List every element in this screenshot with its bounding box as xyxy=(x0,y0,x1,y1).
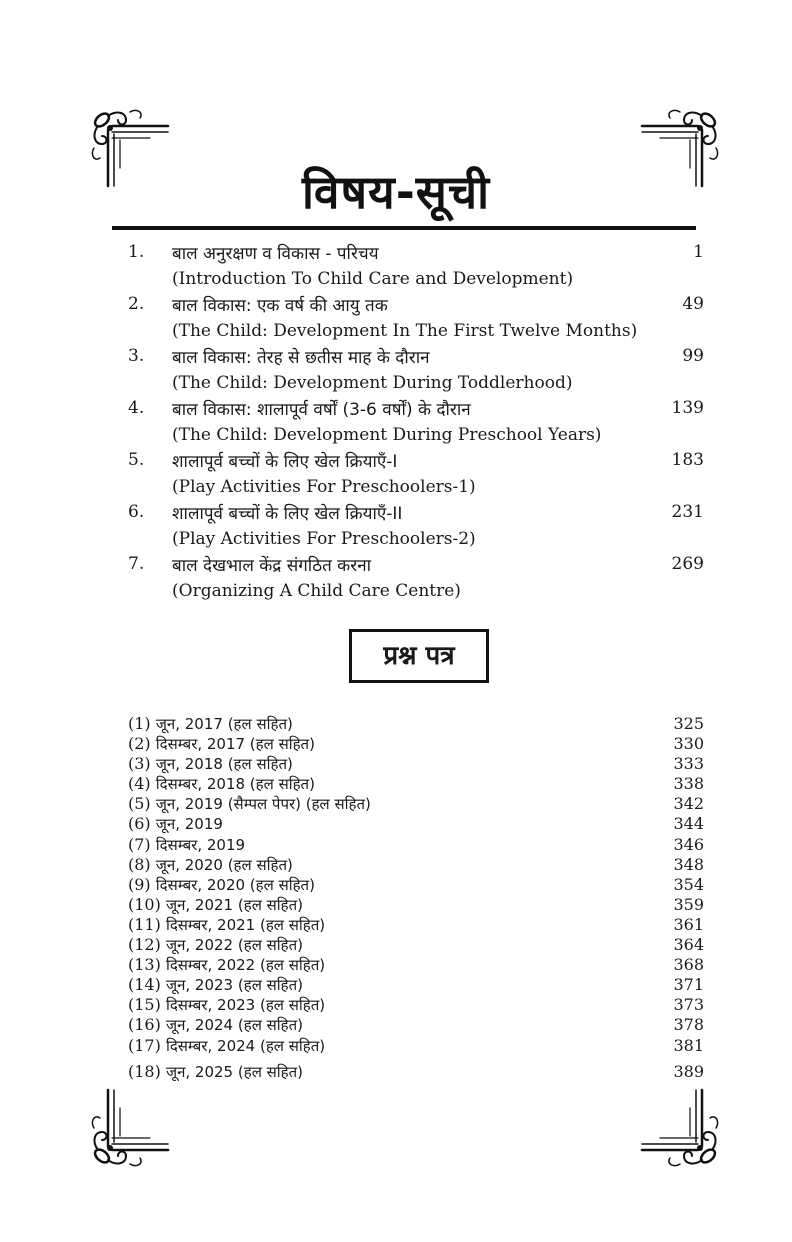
paper-label: जून, 2025 (हल सहित) xyxy=(165,1062,304,1081)
paper-label: दिसम्बर, 2023 (हल सहित) xyxy=(165,996,326,1015)
chapter-number: 7. xyxy=(128,554,145,574)
page-title: विषय-सूची xyxy=(301,165,491,219)
corner-ornament-bottom-left-icon xyxy=(90,1088,170,1168)
chapter-entry[interactable] xyxy=(128,446,704,498)
paper-page-number: 378 xyxy=(673,1015,704,1035)
paper-number: (4) xyxy=(128,774,151,794)
chapter-entry[interactable] xyxy=(128,550,704,602)
paper-number: (16) xyxy=(128,1015,161,1035)
question-papers-heading: प्रश्न पत्र xyxy=(349,629,489,683)
chapter-number: 4. xyxy=(128,398,145,418)
paper-label: दिसम्बर, 2020 (हल सहित) xyxy=(155,875,315,894)
paper-page-number: 344 xyxy=(673,814,704,834)
paper-page-number: 381 xyxy=(673,1035,704,1055)
chapter-number: 1. xyxy=(128,242,145,262)
chapter-entry[interactable] xyxy=(128,498,704,550)
chapter-title-hindi: बाल विकास: शालापूर्व वर्षों (3-6 वर्षों) के दौरान xyxy=(172,400,471,420)
paper-number: (12) xyxy=(128,935,161,955)
paper-label: जून, 2019 xyxy=(155,815,223,834)
chapter-title-english: (Play Activities For Preschoolers-2) xyxy=(172,529,476,549)
paper-number: (17) xyxy=(128,1035,161,1055)
paper-entry[interactable] xyxy=(128,975,704,995)
paper-number: (10) xyxy=(128,894,161,914)
paper-label: जून, 2017 (हल सहित) xyxy=(155,715,293,733)
paper-label: जून, 2018 (हल सहित) xyxy=(155,755,293,774)
paper-entry[interactable] xyxy=(128,754,704,774)
chapter-title-hindi: बाल देखभाल केंद्र संगठित करना xyxy=(172,556,372,576)
paper-entry[interactable] xyxy=(128,774,704,794)
paper-number: (5) xyxy=(128,794,151,814)
paper-label: जून, 2020 (हल सहित) xyxy=(155,855,293,874)
paper-page-number: 325 xyxy=(673,714,704,733)
paper-entry[interactable] xyxy=(128,1062,704,1082)
chapter-page-number: 183 xyxy=(671,450,704,470)
paper-entry[interactable] xyxy=(128,915,704,935)
chapter-page-number: 231 xyxy=(671,502,704,522)
chapter-title-hindi: शालापूर्व बच्चों के लिए खेल क्रियाएँ-II xyxy=(172,504,403,524)
paper-page-number: 359 xyxy=(673,894,704,914)
chapter-title-english: (The Child: Development In The First Twelve Months) xyxy=(172,321,638,341)
chapter-entry[interactable] xyxy=(128,238,704,290)
paper-label: जून, 2019 (सैम्पल पेपर) (हल सहित) xyxy=(155,795,371,814)
paper-number: (6) xyxy=(128,814,151,834)
chapter-title-english: (The Child: Development During Preschool Years) xyxy=(172,425,602,445)
paper-number: (3) xyxy=(128,754,151,774)
paper-entry[interactable] xyxy=(128,1036,704,1056)
chapter-title-english: (Introduction To Child Care and Development) xyxy=(172,269,574,289)
chapter-title-english: (The Child: Development During Toddlerhood) xyxy=(172,373,573,393)
chapter-title-hindi: बाल विकास: एक वर्ष की आयु तक xyxy=(172,296,388,316)
chapter-page-number: 49 xyxy=(682,294,704,314)
chapter-title-english: (Play Activities For Preschoolers-1) xyxy=(172,477,476,497)
paper-number: (11) xyxy=(128,914,161,934)
paper-page-number: 330 xyxy=(673,734,704,754)
chapter-page-number: 1 xyxy=(693,242,704,262)
paper-number: (1) xyxy=(128,714,151,733)
paper-label: दिसम्बर, 2024 (हल सहित) xyxy=(165,1036,326,1055)
chapter-title-hindi: बाल अनुरक्षण व विकास - परिचय xyxy=(172,244,379,264)
paper-number: (14) xyxy=(128,975,161,995)
chapter-entry[interactable] xyxy=(128,394,704,446)
paper-number: (9) xyxy=(128,874,151,894)
paper-label: दिसम्बर, 2018 (हल सहित) xyxy=(155,775,315,794)
paper-page-number: 348 xyxy=(673,854,704,874)
chapter-title-english: (Organizing A Child Care Centre) xyxy=(172,581,461,601)
paper-number: (18) xyxy=(128,1061,161,1081)
question-paper-list xyxy=(128,714,704,1082)
paper-number: (13) xyxy=(128,955,161,975)
paper-label: दिसम्बर, 2019 xyxy=(155,835,246,854)
paper-number: (15) xyxy=(128,995,161,1015)
paper-entry[interactable] xyxy=(128,714,704,734)
paper-page-number: 389 xyxy=(673,1061,704,1081)
paper-page-number: 368 xyxy=(673,955,704,975)
paper-page-number: 371 xyxy=(673,975,704,995)
chapter-entry[interactable] xyxy=(128,342,704,394)
paper-number: (8) xyxy=(128,854,151,874)
chapter-page-number: 99 xyxy=(682,346,704,366)
chapter-page-number: 139 xyxy=(671,398,704,418)
title-underline xyxy=(112,226,696,230)
paper-entry[interactable] xyxy=(128,855,704,875)
paper-label: दिसम्बर, 2021 (हल सहित) xyxy=(165,915,326,934)
chapter-number: 2. xyxy=(128,294,145,314)
chapter-number: 6. xyxy=(128,502,145,522)
paper-entry[interactable] xyxy=(128,995,704,1015)
paper-page-number: 354 xyxy=(673,874,704,894)
chapter-page-number: 269 xyxy=(671,554,704,574)
corner-ornament-bottom-right-icon xyxy=(640,1088,720,1168)
paper-label: जून, 2022 (हल सहित) xyxy=(165,936,304,955)
paper-entry[interactable] xyxy=(128,875,704,895)
chapter-number: 5. xyxy=(128,450,145,470)
paper-page-number: 338 xyxy=(673,774,704,794)
chapter-entry[interactable] xyxy=(128,290,704,342)
paper-page-number: 333 xyxy=(673,754,704,774)
paper-entry[interactable] xyxy=(128,895,704,915)
paper-page-number: 342 xyxy=(673,794,704,814)
paper-entry[interactable] xyxy=(128,835,704,855)
paper-label: जून, 2023 (हल सहित) xyxy=(165,976,304,995)
paper-label: जून, 2021 (हल सहित) xyxy=(165,895,304,914)
chapter-list xyxy=(128,238,704,602)
paper-entry[interactable] xyxy=(128,814,704,834)
paper-entry[interactable] xyxy=(128,794,704,814)
paper-entry[interactable] xyxy=(128,1015,704,1035)
paper-page-number: 346 xyxy=(673,834,704,854)
chapter-title-hindi: बाल विकास: तेरह से छतीस माह के दौरान xyxy=(172,348,430,368)
paper-entry[interactable] xyxy=(128,935,704,955)
paper-entry[interactable] xyxy=(128,955,704,975)
paper-page-number: 364 xyxy=(673,935,704,955)
paper-number: (7) xyxy=(128,834,151,854)
paper-label: दिसम्बर, 2017 (हल सहित) xyxy=(155,735,315,754)
paper-page-number: 361 xyxy=(673,914,704,934)
paper-page-number: 373 xyxy=(673,995,704,1015)
chapter-title-hindi: शालापूर्व बच्चों के लिए खेल क्रियाएँ-I xyxy=(172,452,398,472)
paper-entry[interactable] xyxy=(128,734,704,754)
paper-label: दिसम्बर, 2022 (हल सहित) xyxy=(165,956,326,975)
paper-number: (2) xyxy=(128,734,151,754)
chapter-number: 3. xyxy=(128,346,145,366)
paper-label: जून, 2024 (हल सहित) xyxy=(165,1016,304,1035)
